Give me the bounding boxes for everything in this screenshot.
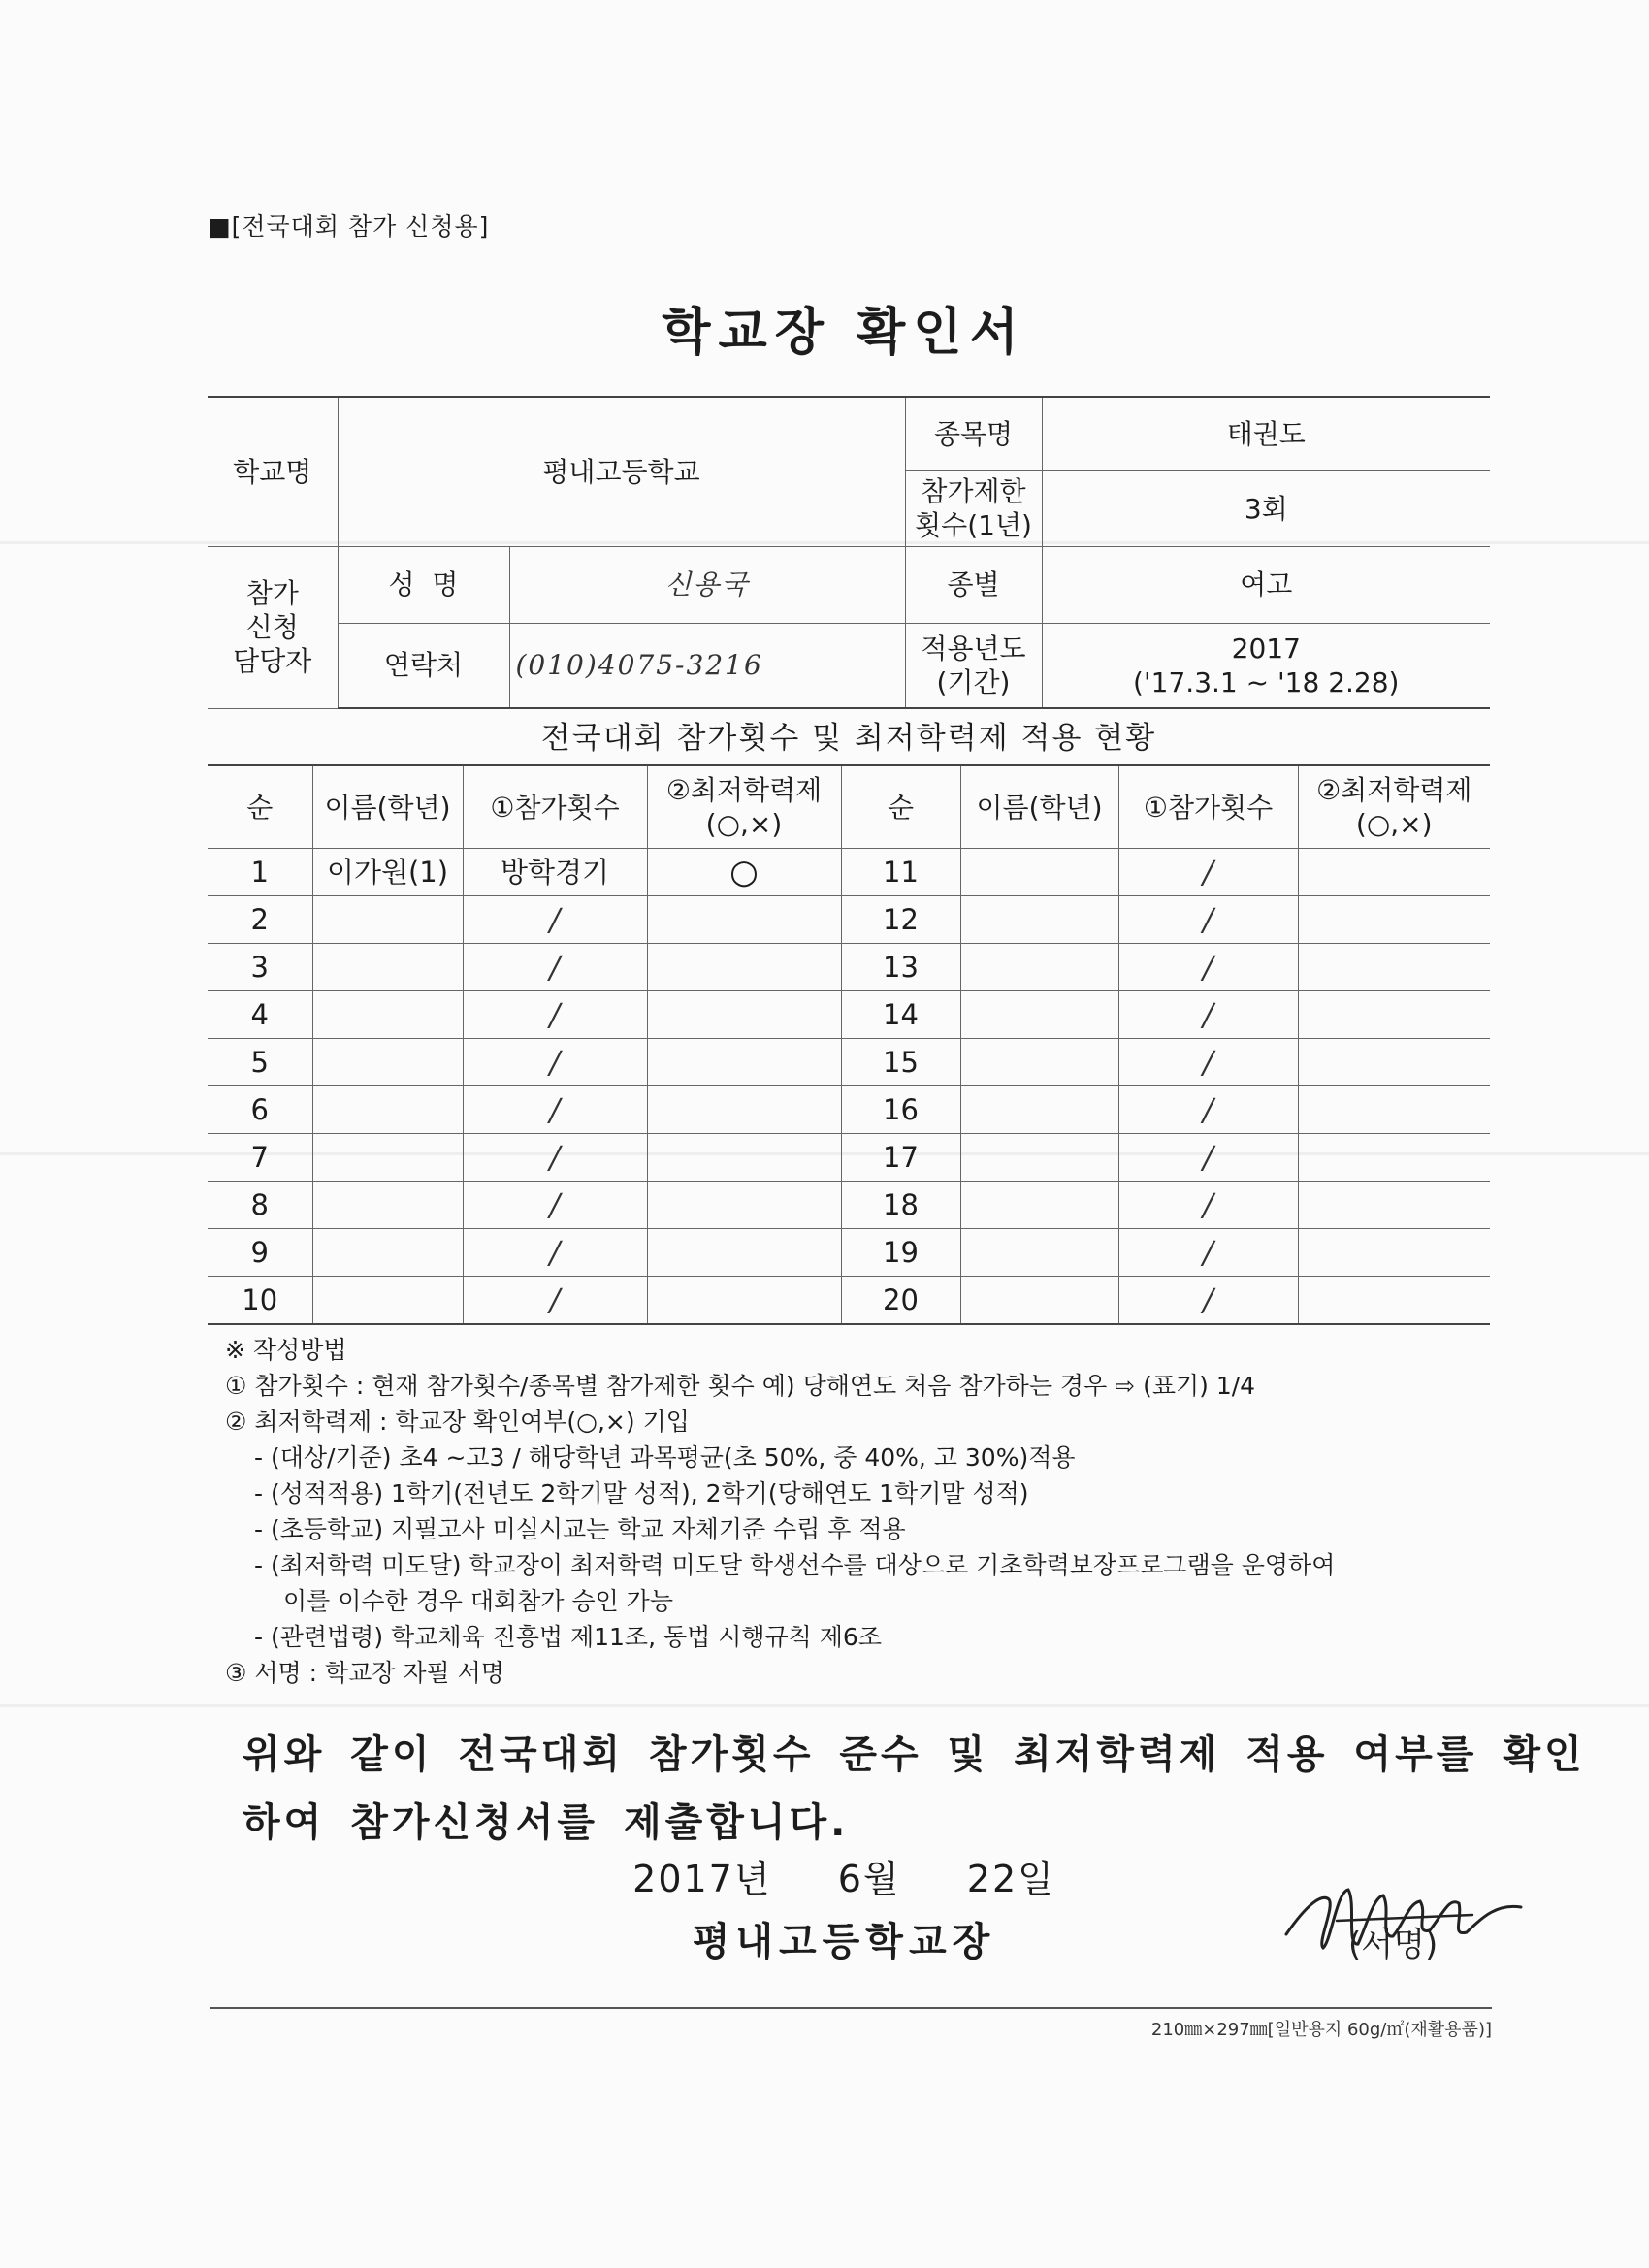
min-academic-check — [1298, 849, 1490, 896]
participation-count: 방학경기 — [463, 849, 647, 896]
info-table — [208, 396, 1490, 709]
participant-name — [960, 1277, 1118, 1325]
school-label: 학교명 — [208, 397, 338, 546]
year-value-line2: ('17.3.1 ~ '18 2.28) — [1133, 665, 1400, 698]
footer-divider — [210, 2007, 1492, 2009]
form-tag: ■[전국대회 참가 신청용] — [208, 212, 490, 241]
participant-name — [312, 1182, 463, 1229]
table-row — [208, 1134, 1490, 1182]
row-number: 20 — [841, 1277, 960, 1325]
min-academic-check — [1298, 1182, 1490, 1229]
seal-mark: (서명) — [1348, 1926, 1439, 1964]
min-academic-check — [1298, 1039, 1490, 1086]
min-academic-check — [1298, 896, 1490, 944]
row-number: 1 — [208, 849, 312, 896]
participation-count: / — [463, 991, 647, 1039]
min-academic-check — [647, 1182, 841, 1229]
table-row — [208, 1277, 1490, 1325]
min-academic-check — [647, 1086, 841, 1134]
header-min — [647, 765, 841, 849]
min-academic-check — [1298, 1086, 1490, 1134]
table-row — [208, 1086, 1490, 1134]
limit-label-line2: 횟수(1년) — [915, 509, 1032, 541]
participant-name — [960, 1086, 1118, 1134]
min-academic-check — [647, 1039, 841, 1086]
row-number: 13 — [841, 944, 960, 991]
year-label-line1: 적용년도 — [921, 632, 1026, 664]
participant-name — [960, 1229, 1118, 1277]
header-min — [1298, 765, 1490, 849]
min-academic-check — [647, 991, 841, 1039]
min-academic-check — [647, 1277, 841, 1325]
min-academic-check — [1298, 1134, 1490, 1182]
history-table — [208, 764, 1490, 1325]
page-title: 학교장 확인서 — [662, 304, 1026, 362]
limit-label — [905, 470, 1042, 546]
row-number: 18 — [841, 1182, 960, 1229]
note-subitem: - (성적적용) 1학기(전년도 2학기말 성적), 2학기(당해연도 1학기말 성적) — [254, 1479, 1029, 1507]
table-row — [208, 991, 1490, 1039]
contact-label: 연락처 — [338, 623, 509, 708]
limit-value: 3회 — [1042, 470, 1490, 546]
history-header-row — [208, 765, 1490, 849]
participant-name — [960, 849, 1118, 896]
row-number: 16 — [841, 1086, 960, 1134]
name-label: 성 명 — [338, 546, 509, 623]
confirmation-line2: 하여 참가신청서를 제출합니다. — [242, 1800, 850, 1845]
participant-name — [960, 944, 1118, 991]
principal-title: 평내고등학교장 — [692, 1920, 996, 1964]
row-number: 7 — [208, 1134, 312, 1182]
event-label: 종목명 — [905, 397, 1042, 470]
min-academic-check — [1298, 944, 1490, 991]
table-row — [208, 849, 1490, 896]
participant-name — [960, 1134, 1118, 1182]
year-value — [1042, 623, 1490, 708]
category-value: 여고 — [1042, 546, 1490, 623]
row-number: 14 — [841, 991, 960, 1039]
participation-count: / — [463, 1039, 647, 1086]
participant-name — [960, 896, 1118, 944]
header-min-line2: (○,×) — [1355, 808, 1433, 840]
contact-value: (010)4075-3216 — [509, 623, 905, 708]
applicant-label — [208, 546, 338, 708]
participant-name — [960, 991, 1118, 1039]
header-count: ①참가횟수 — [463, 765, 647, 849]
paper-spec-footer: 210㎜×297㎜[일반용지 60g/㎡(재활용품)] — [1150, 2020, 1492, 2040]
notes-heading: ※ 작성방법 — [225, 1336, 347, 1364]
min-academic-check — [1298, 1229, 1490, 1277]
note-subitem: - (관련법령) 학교체육 진흥법 제11조, 동법 시행규칙 제6조 — [254, 1623, 882, 1651]
row-number: 4 — [208, 991, 312, 1039]
table-row — [208, 896, 1490, 944]
year-value-line1: 2017 — [1231, 632, 1301, 664]
participation-count: / — [463, 944, 647, 991]
document-date: 2017년 6월 22일 — [632, 1858, 1055, 1900]
min-academic-check — [647, 944, 841, 991]
participant-name — [312, 1277, 463, 1325]
row-number: 3 — [208, 944, 312, 991]
school-name: 평내고등학교 — [338, 397, 905, 546]
participation-count: / — [463, 1086, 647, 1134]
participant-name — [960, 1182, 1118, 1229]
row-number: 5 — [208, 1039, 312, 1086]
table-row — [208, 944, 1490, 991]
table-row — [208, 1039, 1490, 1086]
limit-label-line1: 참가제한 — [921, 475, 1026, 507]
row-number: 12 — [841, 896, 960, 944]
participant-name — [312, 1039, 463, 1086]
note-subitem: - (초등학교) 지필고사 미실시교는 학교 자체기준 수립 후 적용 — [254, 1515, 906, 1543]
row-number: 9 — [208, 1229, 312, 1277]
note-subitem: - (대상/기준) 초4 ~고3 / 해당학년 과목평균(초 50%, 중 40%, 고 30%)적용 — [254, 1443, 1076, 1472]
note-subitem: - (최저학력 미도달) 학교장이 최저학력 미도달 학생선수를 대상으로 기초학력보장프로그램을 운영하여 — [254, 1551, 1336, 1579]
participant-name — [312, 1229, 463, 1277]
min-academic-check: ○ — [647, 849, 841, 896]
applicant-label-line1: 참가 — [245, 577, 299, 609]
min-academic-check — [1298, 991, 1490, 1039]
applicant-label-line3: 담당자 — [233, 645, 312, 677]
confirmation-statement — [242, 1721, 1586, 1857]
participation-count: / — [1118, 944, 1298, 991]
row-number: 15 — [841, 1039, 960, 1086]
participation-count: / — [1118, 991, 1298, 1039]
year-label — [905, 623, 1042, 708]
category-label: 종별 — [905, 546, 1042, 623]
header-name: 이름(학년) — [312, 765, 463, 849]
participation-count: / — [463, 1229, 647, 1277]
participation-count: / — [1118, 1134, 1298, 1182]
header-min-line1: ②최저학력제 — [665, 774, 823, 806]
applicant-label-line2: 신청 — [245, 611, 299, 643]
year-label-line2: (기간) — [936, 665, 1011, 698]
participation-count: / — [1118, 1229, 1298, 1277]
table-row — [208, 1182, 1490, 1229]
participation-count: / — [1118, 849, 1298, 896]
participation-count: / — [463, 896, 647, 944]
row-number: 2 — [208, 896, 312, 944]
participant-name — [312, 991, 463, 1039]
name-value: 신용국 — [509, 546, 905, 623]
table-row — [208, 1229, 1490, 1277]
participation-count: / — [1118, 896, 1298, 944]
confirmation-line1: 위와 같이 전국대회 참가횟수 준수 및 최저학력제 적용 여부를 확인 — [242, 1733, 1586, 1777]
note-item: ① 참가횟수 : 현재 참가횟수/종목별 참가제한 횟수 예) 당해연도 처음 참가하는 경우 ⇨ (표기) 1/4 — [225, 1372, 1256, 1400]
header-name: 이름(학년) — [960, 765, 1118, 849]
header-no: 순 — [208, 765, 312, 849]
event-value: 태권도 — [1042, 397, 1490, 470]
participant-name: 이가원(1) — [312, 849, 463, 896]
participation-count: / — [463, 1134, 647, 1182]
row-number: 19 — [841, 1229, 960, 1277]
history-subtitle: 전국대회 참가횟수 및 최저학력제 적용 현황 — [540, 721, 1157, 756]
participation-count: / — [1118, 1277, 1298, 1325]
note-item: ③ 서명 : 학교장 자필 서명 — [225, 1659, 504, 1687]
min-academic-check — [647, 896, 841, 944]
note-subitem-continued: 이를 이수한 경우 대회참가 승인 가능 — [283, 1587, 673, 1615]
min-academic-check — [1298, 1277, 1490, 1325]
row-number: 17 — [841, 1134, 960, 1182]
row-number: 10 — [208, 1277, 312, 1325]
writing-instructions — [225, 1332, 1505, 1691]
header-no: 순 — [841, 765, 960, 849]
row-number: 11 — [841, 849, 960, 896]
participant-name — [312, 1134, 463, 1182]
participant-name — [312, 944, 463, 991]
note-item: ② 최저학력제 : 학교장 확인여부(○,×) 기입 — [225, 1408, 690, 1436]
header-count: ①참가횟수 — [1118, 765, 1298, 849]
participation-count: / — [463, 1182, 647, 1229]
participation-count: / — [463, 1277, 647, 1325]
participation-count: / — [1118, 1039, 1298, 1086]
header-min-line1: ②최저학력제 — [1316, 774, 1472, 806]
participant-name — [960, 1039, 1118, 1086]
participation-count: / — [1118, 1182, 1298, 1229]
header-min-line2: (○,×) — [705, 808, 783, 840]
row-number: 8 — [208, 1182, 312, 1229]
paper-crease — [0, 1704, 1649, 1707]
row-number: 6 — [208, 1086, 312, 1134]
participant-name — [312, 1086, 463, 1134]
min-academic-check — [647, 1134, 841, 1182]
participant-name — [312, 896, 463, 944]
participation-count: / — [1118, 1086, 1298, 1134]
min-academic-check — [647, 1229, 841, 1277]
